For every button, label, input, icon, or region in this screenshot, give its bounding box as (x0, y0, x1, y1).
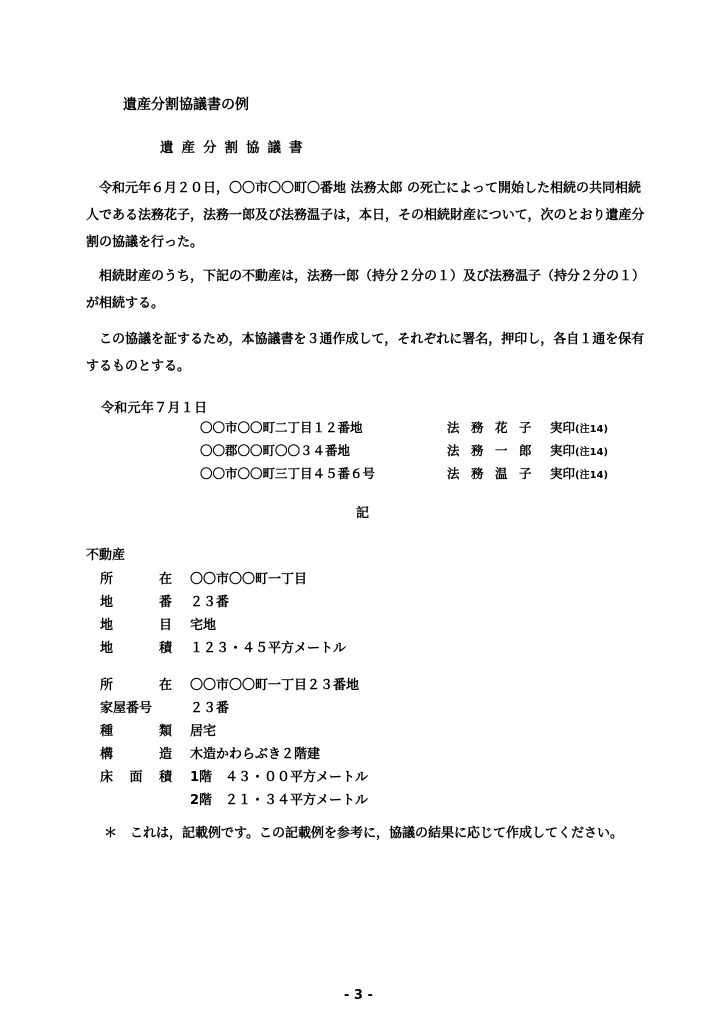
signatory-address: 〇〇市〇〇町二丁目１２番地 (200, 420, 363, 435)
building-label-floor-area: 床 面 積 (100, 770, 172, 785)
name-char: 一 (495, 443, 508, 458)
building-value-structure: 木造かわらぶき２階建 (190, 747, 321, 762)
signatory-address: 〇〇郡〇〇町〇〇３４番地 (200, 443, 351, 458)
seal-label: 実印 (550, 466, 576, 481)
building-label-location: 所 在 (100, 678, 172, 693)
name-char: 法 (447, 466, 460, 481)
name-char: 法 (447, 420, 460, 435)
paragraph-text: 令和元年６月２０日，〇〇市〇〇町〇番地 法務太郎 の死亡によって開始した相続の共同相続人である法務花子，法務一郎及び法務温子は，本日，その相続財産について，次のとおり遺産分割の協議を行った。 (86, 181, 645, 250)
name-char: 温 (495, 466, 508, 481)
building-value-floor-2: 2階 ２１・３４平方メートル (190, 793, 369, 808)
paragraph-3 (86, 326, 646, 380)
paragraph-text: この協議を証するため，本協議書を３通作成して，それぞれに署名，押印し，各自１通を保有するものとする。 (86, 332, 645, 374)
land-value-category: 宅地 (190, 618, 217, 633)
paragraph-text: 相続財産のうち，下記の不動産は，法務一郎（持分２分の１）及び法務温子（持分２分の１）が相続する。 (86, 269, 646, 311)
seal-label: 実印 (550, 420, 576, 435)
document-heading: 遺産分割協議書の例 (123, 97, 249, 113)
land-label-category: 地 目 (100, 618, 172, 633)
property-heading: 不動産 (86, 548, 126, 563)
name-char: 子 (519, 420, 532, 435)
name-char: 花 (495, 420, 508, 435)
seal-note: (注14) (575, 447, 609, 458)
building-value-type: 居宅 (190, 724, 217, 739)
name-char: 法 (447, 443, 460, 458)
signatory-address: 〇〇市〇〇町三丁目４５番６号 (200, 466, 376, 481)
signatory-name (447, 441, 543, 459)
land-label-location: 所 在 (100, 572, 172, 587)
paragraph-2 (86, 263, 646, 317)
seal-note: (注14) (575, 424, 609, 435)
building-label-type: 種 類 (100, 724, 172, 739)
land-label-area: 地 積 (100, 641, 172, 656)
agreement-date: 令和元年７月１日 (101, 401, 208, 416)
paragraph-1 (86, 175, 646, 256)
seal-note: (注14) (575, 470, 609, 481)
name-char: 郎 (519, 443, 532, 458)
name-char: 務 (471, 443, 484, 458)
footnote: ＊ これは，記載例です。この記載例を参考に，協議の結果に応じて作成してください。 (104, 826, 623, 841)
building-value-floor-1: 1階 ４３・００平方メートル (190, 770, 369, 785)
building-label-house-number: 家屋番号 (100, 701, 153, 716)
building-value-location: 〇〇市〇〇町一丁目２３番地 (190, 678, 360, 693)
document-title: 遺産分割協議書 (160, 140, 311, 156)
ki-heading: 記 (356, 506, 370, 521)
name-char: 務 (471, 466, 484, 481)
land-value-area: １２３・４５平方メートル (190, 641, 347, 656)
land-value-lot-number: ２３番 (190, 595, 230, 610)
seal-mark (550, 418, 608, 436)
land-label-lot-number: 地 番 (100, 595, 172, 610)
seal-label: 実印 (550, 443, 576, 458)
seal-mark (550, 464, 608, 482)
seal-mark (550, 441, 608, 459)
page-number: - 3 - (344, 988, 373, 1003)
signatory-name (447, 464, 543, 482)
signatory-name (447, 418, 543, 436)
land-value-location: 〇〇市〇〇町一丁目 (190, 572, 308, 587)
name-char: 務 (471, 420, 484, 435)
building-value-house-number: ２３番 (190, 701, 230, 716)
building-label-structure: 構 造 (100, 747, 172, 762)
name-char: 子 (519, 466, 532, 481)
